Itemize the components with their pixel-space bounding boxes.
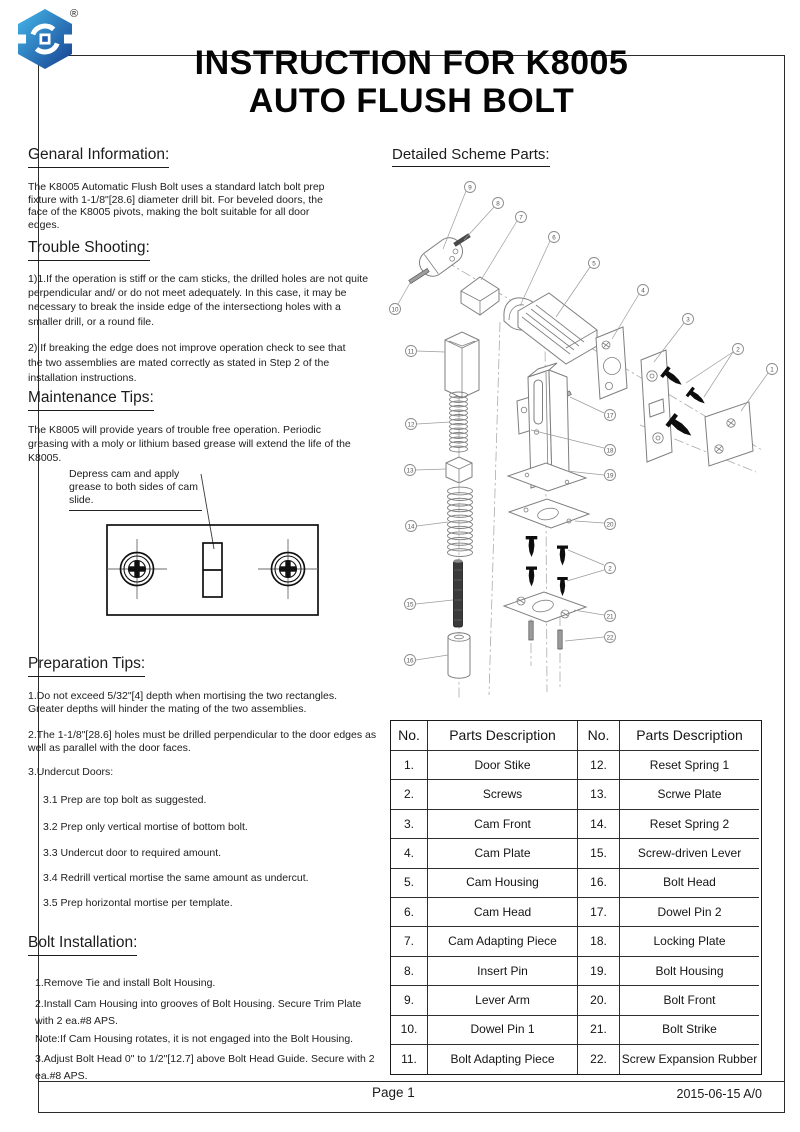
svg-text:20: 20 bbox=[606, 521, 614, 529]
bolt-front-part bbox=[509, 499, 589, 528]
callout-10 bbox=[390, 304, 401, 315]
reset-spring-1-part bbox=[450, 392, 468, 452]
callout-1 bbox=[767, 364, 778, 375]
callout-11 bbox=[406, 346, 417, 357]
bolt-head-part bbox=[448, 633, 470, 678]
table-cell: Bolt Housing bbox=[620, 957, 759, 986]
callout-9 bbox=[465, 182, 476, 193]
preparation-item-1: 1.Do not exceed 5/32"[4] depth when mortising the two rectangles. Greater depths will hinder the mating of the two assemblies. bbox=[28, 690, 337, 715]
svg-text:12: 12 bbox=[407, 421, 415, 429]
cam-housing-part bbox=[518, 293, 597, 364]
svg-text:19: 19 bbox=[606, 472, 614, 480]
table-cell: Cam Plate bbox=[428, 839, 578, 868]
bolt-strike-part bbox=[504, 592, 586, 622]
revision-date: 2015-06-15 A/0 bbox=[676, 1087, 762, 1101]
heading-preparation-tips: Preparation Tips: bbox=[28, 655, 145, 677]
annotation-leader-line bbox=[201, 474, 214, 549]
table-cell: 12. bbox=[578, 751, 620, 780]
preparation-item-3: 3.Undercut Doors: bbox=[28, 766, 114, 778]
trouble-shooting-item-1: 1)1.If the operation is stiff or the cam sticks, the drilled holes are not quite perpendicular and/ or do not meet adequately. In this case, it may be necessary to break the inside edge of the intersectiong holes with a smaller drill, or a round file. bbox=[28, 273, 369, 328]
table-cell: 16. bbox=[578, 869, 620, 898]
table-cell: Bolt Adapting Piece bbox=[428, 1045, 578, 1074]
table-cell: 4. bbox=[391, 839, 428, 868]
callout-17 bbox=[605, 410, 616, 421]
callout-7 bbox=[516, 212, 527, 223]
reset-spring-2-part bbox=[448, 487, 473, 556]
table-cell: 18. bbox=[578, 927, 620, 956]
callout-21 bbox=[605, 611, 616, 622]
callout-16 bbox=[405, 655, 416, 666]
page-number: Page 1 bbox=[372, 1085, 415, 1100]
table-cell: Cam Adapting Piece bbox=[428, 927, 578, 956]
heading-bolt-installation: Bolt Installation: bbox=[28, 934, 137, 956]
document-title bbox=[38, 44, 785, 120]
table-cell: 3. bbox=[391, 810, 428, 839]
title-line-1: INSTRUCTION FOR K8005 bbox=[194, 44, 629, 82]
svg-text:11: 11 bbox=[407, 348, 415, 356]
table-cell: Screw Expansion Rubber bbox=[621, 1052, 758, 1067]
heading-maintenance-tips: Maintenance Tips: bbox=[28, 389, 154, 411]
table-cell: 17. bbox=[578, 898, 620, 927]
trouble-shooting-item-2: 2) If breaking the edge does not improve operation check to see that the two assemblies are mated correctly as stated in Step 2 of the installation instructions. bbox=[28, 342, 346, 384]
table-cell: Bolt Head bbox=[620, 869, 759, 898]
screw-icon bbox=[526, 567, 537, 587]
heading-trouble-shooting: Trouble Shooting: bbox=[28, 239, 150, 261]
svg-text:17: 17 bbox=[606, 412, 614, 420]
housing-base-flange bbox=[508, 463, 586, 491]
dowel-pin-1-part bbox=[409, 268, 430, 283]
installation-step-2: 2.Install Cam Housing into grooves of Bolt Housing. Secure Trim Plate with 2 ea.#8 APS. bbox=[35, 998, 362, 1027]
table-header-cell: Parts Description bbox=[428, 721, 578, 751]
table-cell: Lever Arm bbox=[428, 986, 578, 1015]
table-cell: Locking Plate bbox=[620, 927, 759, 956]
table-cell: 22. bbox=[578, 1045, 620, 1074]
table-cell: Cam Head bbox=[428, 898, 578, 927]
svg-text:2: 2 bbox=[736, 346, 740, 354]
svg-text:3: 3 bbox=[686, 316, 690, 324]
table-cell: 11. bbox=[391, 1045, 428, 1074]
callout-6 bbox=[549, 232, 560, 243]
table-cell: Reset Spring 2 bbox=[620, 810, 759, 839]
callout-22 bbox=[605, 632, 616, 643]
preparation-item-2: 2.The 1-1/8"[28.6] holes must be drilled perpendicular to the door edges as well as parallel with the door faces. bbox=[28, 729, 377, 754]
preparation-subitem-1: 3.1 Prep are top bolt as suggested. bbox=[43, 794, 207, 806]
preparation-subitem-4: 3.4 Redrill vertical mortise the same amount as undercut. bbox=[43, 872, 309, 884]
svg-text:5: 5 bbox=[592, 260, 596, 268]
center-lines bbox=[430, 252, 762, 700]
scrwe-plate-part bbox=[446, 457, 472, 483]
callout-13 bbox=[405, 465, 416, 476]
svg-text:14: 14 bbox=[407, 523, 415, 531]
table-cell: 8. bbox=[391, 957, 428, 986]
callout-2 bbox=[733, 344, 744, 355]
svg-text:13: 13 bbox=[406, 467, 414, 475]
svg-text:7: 7 bbox=[519, 214, 523, 222]
callout-14 bbox=[406, 521, 417, 532]
table-cell: 21. bbox=[578, 1016, 620, 1045]
registered-trademark: ® bbox=[70, 8, 79, 20]
table-cell: 2. bbox=[391, 780, 428, 809]
cam-annotation: Depress cam and apply grease to both sides of cam slide. bbox=[69, 468, 202, 511]
svg-text:9: 9 bbox=[468, 184, 472, 192]
table-cell: 13. bbox=[578, 780, 620, 809]
preparation-subitem-3: 3.3 Undercut door to required amount. bbox=[43, 847, 222, 859]
table-cell: Screws bbox=[428, 780, 578, 809]
cam-adapting-piece-part bbox=[461, 277, 499, 315]
svg-text:18: 18 bbox=[606, 447, 614, 455]
callout-20 bbox=[605, 519, 616, 530]
svg-text:6: 6 bbox=[552, 234, 556, 242]
preparation-subitem-2: 3.2 Prep only vertical mortise of bottom bolt. bbox=[43, 821, 248, 833]
svg-text:16: 16 bbox=[406, 657, 414, 665]
callout-15 bbox=[405, 599, 416, 610]
table-cell: 14. bbox=[578, 810, 620, 839]
callout-19 bbox=[605, 470, 616, 481]
screw-icon bbox=[526, 536, 538, 557]
table-cell: 20. bbox=[578, 986, 620, 1015]
table-cell: Scrwe Plate bbox=[620, 780, 759, 809]
screw-expansion-rubber-part bbox=[529, 621, 562, 649]
svg-text:8: 8 bbox=[496, 200, 500, 208]
screw-driven-lever-part bbox=[454, 559, 463, 627]
table-cell: Dowel Pin 2 bbox=[620, 898, 759, 927]
table-cell: Reset Spring 1 bbox=[620, 751, 759, 780]
maintenance-tips-text: The K8005 will provide years of trouble free operation. Periodic greasing with a moly or lithium based grease will extend the life of the K8005. bbox=[28, 424, 351, 465]
svg-text:15: 15 bbox=[406, 601, 414, 609]
callout-2 bbox=[605, 563, 616, 574]
table-header-cell: Parts Description bbox=[620, 721, 759, 751]
table-cell: Dowel Pin 1 bbox=[428, 1016, 578, 1045]
bolt-adapting-piece-part bbox=[445, 332, 479, 398]
title-line-2: AUTO FLUSH BOLT bbox=[248, 82, 575, 120]
table-cell: Bolt Front bbox=[620, 986, 759, 1015]
installation-note: Note:If Cam Housing rotates, it is not engaged into the Bolt Housing. bbox=[35, 1033, 354, 1045]
footer-divider bbox=[38, 1081, 784, 1082]
table-cell: 1. bbox=[391, 751, 428, 780]
svg-text:10: 10 bbox=[391, 306, 399, 314]
heading-general-information: Genaral Information: bbox=[28, 146, 169, 168]
table-cell: Door Stike bbox=[428, 751, 578, 780]
installation-step-1: 1.Remove Tie and install Bolt Housing. bbox=[35, 977, 216, 989]
callout-12 bbox=[406, 419, 417, 430]
svg-text:21: 21 bbox=[606, 613, 614, 621]
installation-step-3: 3.Adjust Bolt Head 0" to 1/2"[12.7] above Bolt Head Guide. Secure with 2 ea.#8 APS. bbox=[35, 1053, 375, 1082]
callout-3 bbox=[683, 314, 694, 325]
table-cell: 7. bbox=[391, 927, 428, 956]
table-cell: 19. bbox=[578, 957, 620, 986]
svg-text:1: 1 bbox=[770, 366, 774, 374]
screw-icon bbox=[557, 546, 568, 566]
table-cell: Cam Front bbox=[428, 810, 578, 839]
svg-text:4: 4 bbox=[641, 287, 645, 295]
table-cell: Cam Housing bbox=[428, 869, 578, 898]
heading-detailed-scheme-parts: Detailed Scheme Parts: bbox=[392, 146, 550, 167]
callout-5 bbox=[589, 258, 600, 269]
preparation-subitem-5: 3.5 Prep horizontal mortise per template. bbox=[43, 897, 233, 909]
door-stike-part bbox=[705, 402, 753, 466]
parts-table bbox=[390, 720, 762, 1075]
table-cell: Bolt Strike bbox=[620, 1016, 759, 1045]
exploded-parts-diagram bbox=[388, 150, 788, 715]
table-cell: 10. bbox=[391, 1016, 428, 1045]
callout-4 bbox=[638, 285, 649, 296]
callout-18 bbox=[605, 445, 616, 456]
cam-plate-part bbox=[596, 327, 627, 399]
svg-text:2: 2 bbox=[608, 565, 612, 573]
screw-icon bbox=[686, 387, 709, 408]
general-information-text: The K8005 Automatic Flush Bolt uses a standard latch bolt prep fixture with 1-1/8"[28.6] diameter drill bit. For beveled doors, the face of the K8005 pivots, making the bolt suitable for all door edges. bbox=[28, 181, 325, 231]
table-cell: 15. bbox=[578, 839, 620, 868]
cam-slide bbox=[203, 543, 222, 597]
screw-icon bbox=[557, 577, 567, 596]
table-cell: Insert Pin bbox=[428, 957, 578, 986]
right-screw-icon bbox=[258, 539, 318, 599]
table-cell: 6. bbox=[391, 898, 428, 927]
callout-8 bbox=[493, 198, 504, 209]
table-header-cell: No. bbox=[391, 721, 428, 751]
svg-text:22: 22 bbox=[606, 634, 614, 642]
table-cell: 5. bbox=[391, 869, 428, 898]
table-header-cell: No. bbox=[578, 721, 620, 751]
left-screw-icon bbox=[107, 539, 167, 599]
table-cell: Screw-driven Lever bbox=[620, 839, 759, 868]
table-cell: 9. bbox=[391, 986, 428, 1015]
